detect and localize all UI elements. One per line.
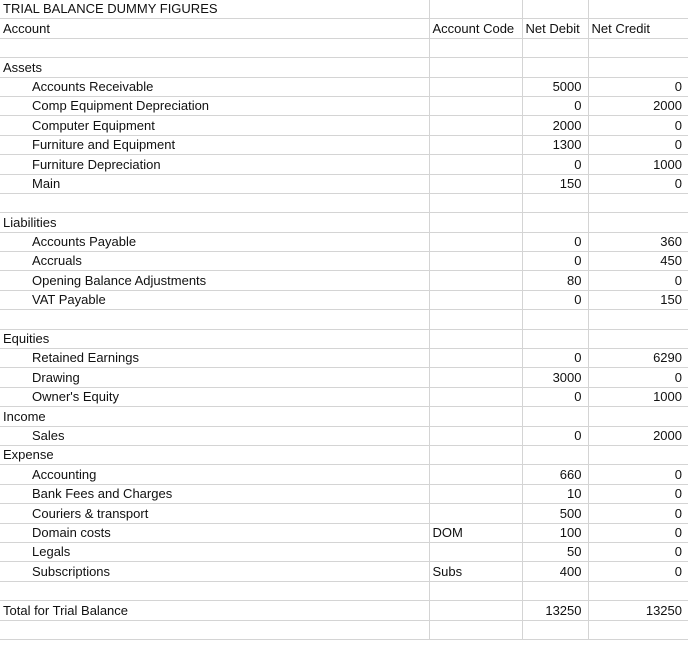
net-debit-cell[interactable]: 80 bbox=[522, 271, 588, 290]
net-credit-cell[interactable]: 13250 bbox=[588, 601, 688, 620]
account-cell[interactable]: Assets bbox=[0, 58, 429, 77]
net-credit-cell[interactable]: 0 bbox=[588, 562, 688, 581]
table-row bbox=[0, 601, 688, 620]
account-cell[interactable]: Furniture and Equipment bbox=[0, 135, 429, 154]
account-code-cell[interactable] bbox=[429, 290, 522, 309]
net-credit-cell[interactable]: 0 bbox=[588, 368, 688, 387]
net-credit-cell[interactable]: 0 bbox=[588, 174, 688, 193]
account-cell[interactable]: VAT Payable bbox=[0, 290, 429, 309]
account-code-cell[interactable] bbox=[429, 542, 522, 561]
net-debit-cell[interactable] bbox=[522, 581, 588, 600]
table-row bbox=[0, 213, 688, 232]
account-cell[interactable]: Legals bbox=[0, 542, 429, 561]
account-cell[interactable]: Total for Trial Balance bbox=[0, 601, 429, 620]
account-code-cell[interactable] bbox=[429, 193, 522, 212]
account-cell[interactable]: Accruals bbox=[0, 252, 429, 271]
account-cell[interactable]: Bank Fees and Charges bbox=[0, 484, 429, 503]
table-row bbox=[0, 484, 688, 503]
table-row bbox=[0, 155, 688, 174]
account-cell[interactable] bbox=[0, 193, 429, 212]
net-debit-cell[interactable]: 13250 bbox=[522, 601, 588, 620]
net-debit-cell[interactable]: 500 bbox=[522, 504, 588, 523]
table-row bbox=[0, 174, 688, 193]
account-code-cell[interactable] bbox=[429, 116, 522, 135]
account-code-cell[interactable] bbox=[429, 387, 522, 406]
account-cell[interactable] bbox=[0, 581, 429, 600]
account-cell[interactable]: Income bbox=[0, 407, 429, 426]
account-code-cell[interactable] bbox=[429, 329, 522, 348]
account-code-cell[interactable] bbox=[429, 0, 522, 19]
net-credit-cell[interactable]: 450 bbox=[588, 252, 688, 271]
account-cell[interactable]: Main bbox=[0, 174, 429, 193]
net-credit-cell[interactable] bbox=[588, 58, 688, 77]
net-debit-cell[interactable] bbox=[522, 329, 588, 348]
net-credit-cell[interactable]: 1000 bbox=[588, 155, 688, 174]
net-debit-cell[interactable]: 0 bbox=[522, 290, 588, 309]
account-cell[interactable]: Domain costs bbox=[0, 523, 429, 542]
table-row bbox=[0, 0, 688, 19]
account-code-cell[interactable] bbox=[429, 484, 522, 503]
table-row bbox=[0, 329, 688, 348]
account-code-cell[interactable] bbox=[429, 77, 522, 96]
net-debit-cell[interactable]: 0 bbox=[522, 349, 588, 368]
account-cell[interactable] bbox=[0, 620, 429, 639]
net-credit-cell[interactable] bbox=[588, 38, 688, 57]
account-code-cell[interactable] bbox=[429, 426, 522, 445]
table-row bbox=[0, 271, 688, 290]
net-debit-cell[interactable]: 0 bbox=[522, 387, 588, 406]
net-credit-cell[interactable]: Net Credit bbox=[588, 19, 688, 38]
account-cell[interactable]: Couriers & transport bbox=[0, 504, 429, 523]
table-row bbox=[0, 349, 688, 368]
table-row bbox=[0, 135, 688, 154]
net-debit-cell[interactable] bbox=[522, 310, 588, 329]
net-credit-cell[interactable]: 0 bbox=[588, 116, 688, 135]
account-code-cell[interactable] bbox=[429, 155, 522, 174]
account-code-cell[interactable] bbox=[429, 38, 522, 57]
net-debit-cell[interactable] bbox=[522, 58, 588, 77]
net-credit-cell[interactable] bbox=[588, 620, 688, 639]
net-debit-cell[interactable] bbox=[522, 407, 588, 426]
table-row bbox=[0, 445, 688, 464]
account-cell[interactable]: Subscriptions bbox=[0, 562, 429, 581]
net-debit-cell[interactable]: 0 bbox=[522, 426, 588, 445]
account-cell[interactable]: Comp Equipment Depreciation bbox=[0, 96, 429, 115]
net-credit-cell[interactable]: 6290 bbox=[588, 349, 688, 368]
net-debit-cell[interactable]: 2000 bbox=[522, 116, 588, 135]
net-debit-cell[interactable]: 5000 bbox=[522, 77, 588, 96]
account-code-cell[interactable] bbox=[429, 213, 522, 232]
net-credit-cell[interactable]: 1000 bbox=[588, 387, 688, 406]
account-cell[interactable]: TRIAL BALANCE DUMMY FIGURES bbox=[0, 0, 429, 19]
net-credit-cell[interactable] bbox=[588, 581, 688, 600]
account-cell[interactable]: Computer Equipment bbox=[0, 116, 429, 135]
account-code-cell[interactable] bbox=[429, 271, 522, 290]
net-debit-cell[interactable]: 0 bbox=[522, 155, 588, 174]
table-row bbox=[0, 465, 688, 484]
table-row bbox=[0, 581, 688, 600]
account-cell[interactable]: Retained Earnings bbox=[0, 349, 429, 368]
net-debit-cell[interactable] bbox=[522, 193, 588, 212]
account-code-cell[interactable] bbox=[429, 581, 522, 600]
table-row bbox=[0, 290, 688, 309]
account-code-cell[interactable]: DOM bbox=[429, 523, 522, 542]
table-row bbox=[0, 310, 688, 329]
net-debit-cell[interactable] bbox=[522, 213, 588, 232]
account-code-cell[interactable] bbox=[429, 620, 522, 639]
account-cell[interactable]: Expense bbox=[0, 445, 429, 464]
account-code-cell[interactable] bbox=[429, 368, 522, 387]
account-cell[interactable]: Sales bbox=[0, 426, 429, 445]
net-debit-cell[interactable]: 10 bbox=[522, 484, 588, 503]
net-credit-cell[interactable] bbox=[588, 329, 688, 348]
table-row bbox=[0, 232, 688, 251]
net-credit-cell[interactable]: 0 bbox=[588, 135, 688, 154]
account-cell[interactable]: Liabilities bbox=[0, 213, 429, 232]
table-row bbox=[0, 387, 688, 406]
account-cell[interactable]: Drawing bbox=[0, 368, 429, 387]
table-row bbox=[0, 77, 688, 96]
account-code-cell[interactable] bbox=[429, 310, 522, 329]
net-credit-cell[interactable] bbox=[588, 213, 688, 232]
net-debit-cell[interactable]: 1300 bbox=[522, 135, 588, 154]
table-row bbox=[0, 620, 688, 639]
header-row bbox=[0, 19, 688, 38]
net-credit-cell[interactable]: 0 bbox=[588, 523, 688, 542]
net-credit-cell[interactable]: 150 bbox=[588, 290, 688, 309]
account-cell[interactable]: Equities bbox=[0, 329, 429, 348]
account-code-cell[interactable]: Account Code bbox=[429, 19, 522, 38]
net-debit-cell[interactable]: 100 bbox=[522, 523, 588, 542]
net-debit-cell[interactable] bbox=[522, 38, 588, 57]
net-credit-cell[interactable]: 0 bbox=[588, 271, 688, 290]
account-code-cell[interactable]: Subs bbox=[429, 562, 522, 581]
account-code-cell[interactable] bbox=[429, 232, 522, 251]
table-row bbox=[0, 58, 688, 77]
net-credit-cell[interactable] bbox=[588, 407, 688, 426]
table-row bbox=[0, 407, 688, 426]
account-code-cell[interactable] bbox=[429, 96, 522, 115]
account-code-cell[interactable] bbox=[429, 407, 522, 426]
account-code-cell[interactable] bbox=[429, 465, 522, 484]
table-row bbox=[0, 38, 688, 57]
net-credit-cell[interactable]: 0 bbox=[588, 484, 688, 503]
table-row bbox=[0, 252, 688, 271]
net-debit-cell[interactable] bbox=[522, 0, 588, 19]
account-cell[interactable]: Furniture Depreciation bbox=[0, 155, 429, 174]
net-debit-cell[interactable]: 0 bbox=[522, 252, 588, 271]
account-cell[interactable]: Accounts Payable bbox=[0, 232, 429, 251]
net-credit-cell[interactable]: 360 bbox=[588, 232, 688, 251]
net-debit-cell[interactable]: 0 bbox=[522, 232, 588, 251]
account-code-cell[interactable] bbox=[429, 601, 522, 620]
net-debit-cell[interactable]: 0 bbox=[522, 96, 588, 115]
net-credit-cell[interactable]: 0 bbox=[588, 77, 688, 96]
table-row bbox=[0, 542, 688, 561]
table-row bbox=[0, 504, 688, 523]
net-credit-cell[interactable]: 2000 bbox=[588, 426, 688, 445]
table-row bbox=[0, 562, 688, 581]
net-credit-cell[interactable]: 0 bbox=[588, 542, 688, 561]
account-cell[interactable] bbox=[0, 310, 429, 329]
account-cell[interactable] bbox=[0, 38, 429, 57]
account-cell[interactable]: Owner's Equity bbox=[0, 387, 429, 406]
table-row bbox=[0, 523, 688, 542]
account-code-cell[interactable] bbox=[429, 445, 522, 464]
net-debit-cell[interactable] bbox=[522, 620, 588, 639]
account-code-cell[interactable] bbox=[429, 349, 522, 368]
account-cell[interactable]: Opening Balance Adjustments bbox=[0, 271, 429, 290]
net-credit-cell[interactable] bbox=[588, 445, 688, 464]
net-debit-cell[interactable]: 660 bbox=[522, 465, 588, 484]
account-code-cell[interactable] bbox=[429, 504, 522, 523]
net-credit-cell[interactable] bbox=[588, 193, 688, 212]
net-debit-cell[interactable]: 150 bbox=[522, 174, 588, 193]
table-row bbox=[0, 193, 688, 212]
table-row bbox=[0, 426, 688, 445]
net-credit-cell[interactable]: 0 bbox=[588, 465, 688, 484]
account-cell[interactable]: Accounts Receivable bbox=[0, 77, 429, 96]
net-credit-cell[interactable]: 0 bbox=[588, 504, 688, 523]
net-debit-cell[interactable]: 50 bbox=[522, 542, 588, 561]
net-credit-cell[interactable] bbox=[588, 310, 688, 329]
account-code-cell[interactable] bbox=[429, 135, 522, 154]
account-cell[interactable]: Account bbox=[0, 19, 429, 38]
table-row bbox=[0, 368, 688, 387]
net-credit-cell[interactable] bbox=[588, 0, 688, 19]
net-credit-cell[interactable]: 2000 bbox=[588, 96, 688, 115]
net-debit-cell[interactable]: 400 bbox=[522, 562, 588, 581]
net-debit-cell[interactable]: Net Debit bbox=[522, 19, 588, 38]
account-code-cell[interactable] bbox=[429, 174, 522, 193]
account-code-cell[interactable] bbox=[429, 58, 522, 77]
account-cell[interactable]: Accounting bbox=[0, 465, 429, 484]
table-row bbox=[0, 116, 688, 135]
net-debit-cell[interactable]: 3000 bbox=[522, 368, 588, 387]
net-debit-cell[interactable] bbox=[522, 445, 588, 464]
account-code-cell[interactable] bbox=[429, 252, 522, 271]
table-row bbox=[0, 96, 688, 115]
